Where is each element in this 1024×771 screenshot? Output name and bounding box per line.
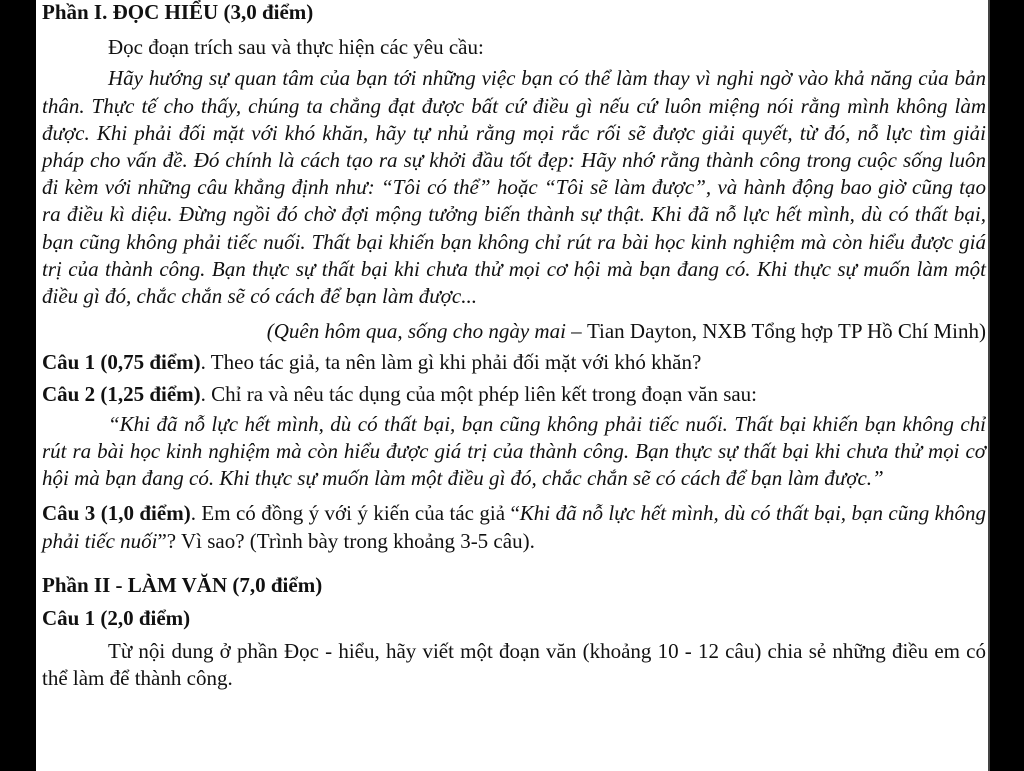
source-title: (Quên hôm qua, sống cho ngày mai –: [266, 319, 587, 344]
question-3-quote: Khi đã nỗ lực hết mình, dù có thất bại, bạn cũng không phải tiếc nuối: [42, 501, 986, 553]
question-1-text: . Theo tác giả, ta nên làm gì khi phải đối mặt với khó khăn?: [200, 350, 702, 375]
part2-question-1-label: Câu 1 (2,0 điểm): [42, 606, 191, 631]
question-3: [42, 500, 986, 554]
question-1-label: Câu 1 (0,75 điểm): [42, 350, 201, 375]
question-3-text-b: ”? Vì sao? (Trình bày trong khoảng 3-5 câu).: [157, 528, 535, 553]
part2-question-1-text: Từ nội dung ở phần Đọc - hiểu, hãy viết một đoạn văn (khoảng 10 - 12 câu) chia sẻ những điều em có thể làm để thành công.: [42, 639, 986, 691]
part1-intro: Đọc đoạn trích sau và thực hiện các yêu cầu:: [108, 35, 484, 60]
reading-passage: Hãy hướng sự quan tâm của bạn tới những việc bạn có thể làm thay vì nghi ngờ vào khả năng của bản thân. Thực tế cho thấy, chúng ta chẳng đạt được bất cứ điều gì nếu cứ luôn miệng nói rằng mình không làm được. Khi phải đối mặt với khó khăn, hãy tự nhủ rằng mọi rắc rối sẽ được giải quyết, từ đó, nỗ lực tìm giải pháp cho vấn đề. Đó chính là cách tạo ra sự khởi đầu tốt đẹp: Hãy nhớ rằng thành công trong cuộc sống luôn đi kèm với những câu khẳng định như: “Tôi có thể” hoặc “Tôi sẽ làm được”, và hành động bao giờ cũng tạo ra điều kì diệu. Đừng ngồi đó chờ đợi mộng tưởng biến thành sự thật. Khi đã nỗ lực hết mình, dù có thất bại, bạn cũng không phải tiếc nuối. Thất bại khiến bạn không chỉ rút ra bài học kinh nghiệm mà còn hiểu được giá trị của thành công. Bạn thực sự thất bại khi chưa thử mọi cơ hội mà bạn đang có. Khi thực sự muốn làm một điều gì đó, chắc chắn sẽ có cách để bạn làm được...: [42, 66, 986, 309]
document-page: [36, 0, 990, 771]
question-2-label: Câu 2 (1,25 điểm): [42, 381, 201, 406]
source-publisher: Tian Dayton, NXB Tổng hợp TP Hồ Chí Minh): [586, 319, 986, 344]
part2-heading: Phần II - LÀM VĂN (7,0 điểm): [42, 572, 323, 597]
question-3-label: Câu 3 (1,0 điểm): [42, 501, 191, 526]
part1-heading: Phần I. ĐỌC HIỂU (3,0 điểm): [42, 0, 314, 24]
page-right-edge: [988, 0, 990, 771]
question-2-text: . Chỉ ra và nêu tác dụng của một phép liên kết trong đoạn văn sau:: [200, 381, 758, 406]
question-2: [42, 381, 986, 408]
question-2-quote: “Khi đã nỗ lực hết mình, dù có thất bại, bạn cũng không phải tiếc nuối. Thất bại khiến bạn không chỉ rút ra bài học kinh nghiệm mà còn hiểu được giá trị của thành công. Bạn thực sự thất bại khi chưa thử mọi cơ hội mà bạn đang có. Khi thực sự muốn làm một điều gì đó, chắc chắn sẽ có cách để bạn làm được.”: [42, 411, 986, 491]
passage-source: [42, 318, 986, 345]
question-3-text-a: . Em có đồng ý với ý kiến của tác giả “: [190, 501, 520, 526]
document-content: [42, 0, 986, 693]
question-1: [42, 349, 986, 376]
